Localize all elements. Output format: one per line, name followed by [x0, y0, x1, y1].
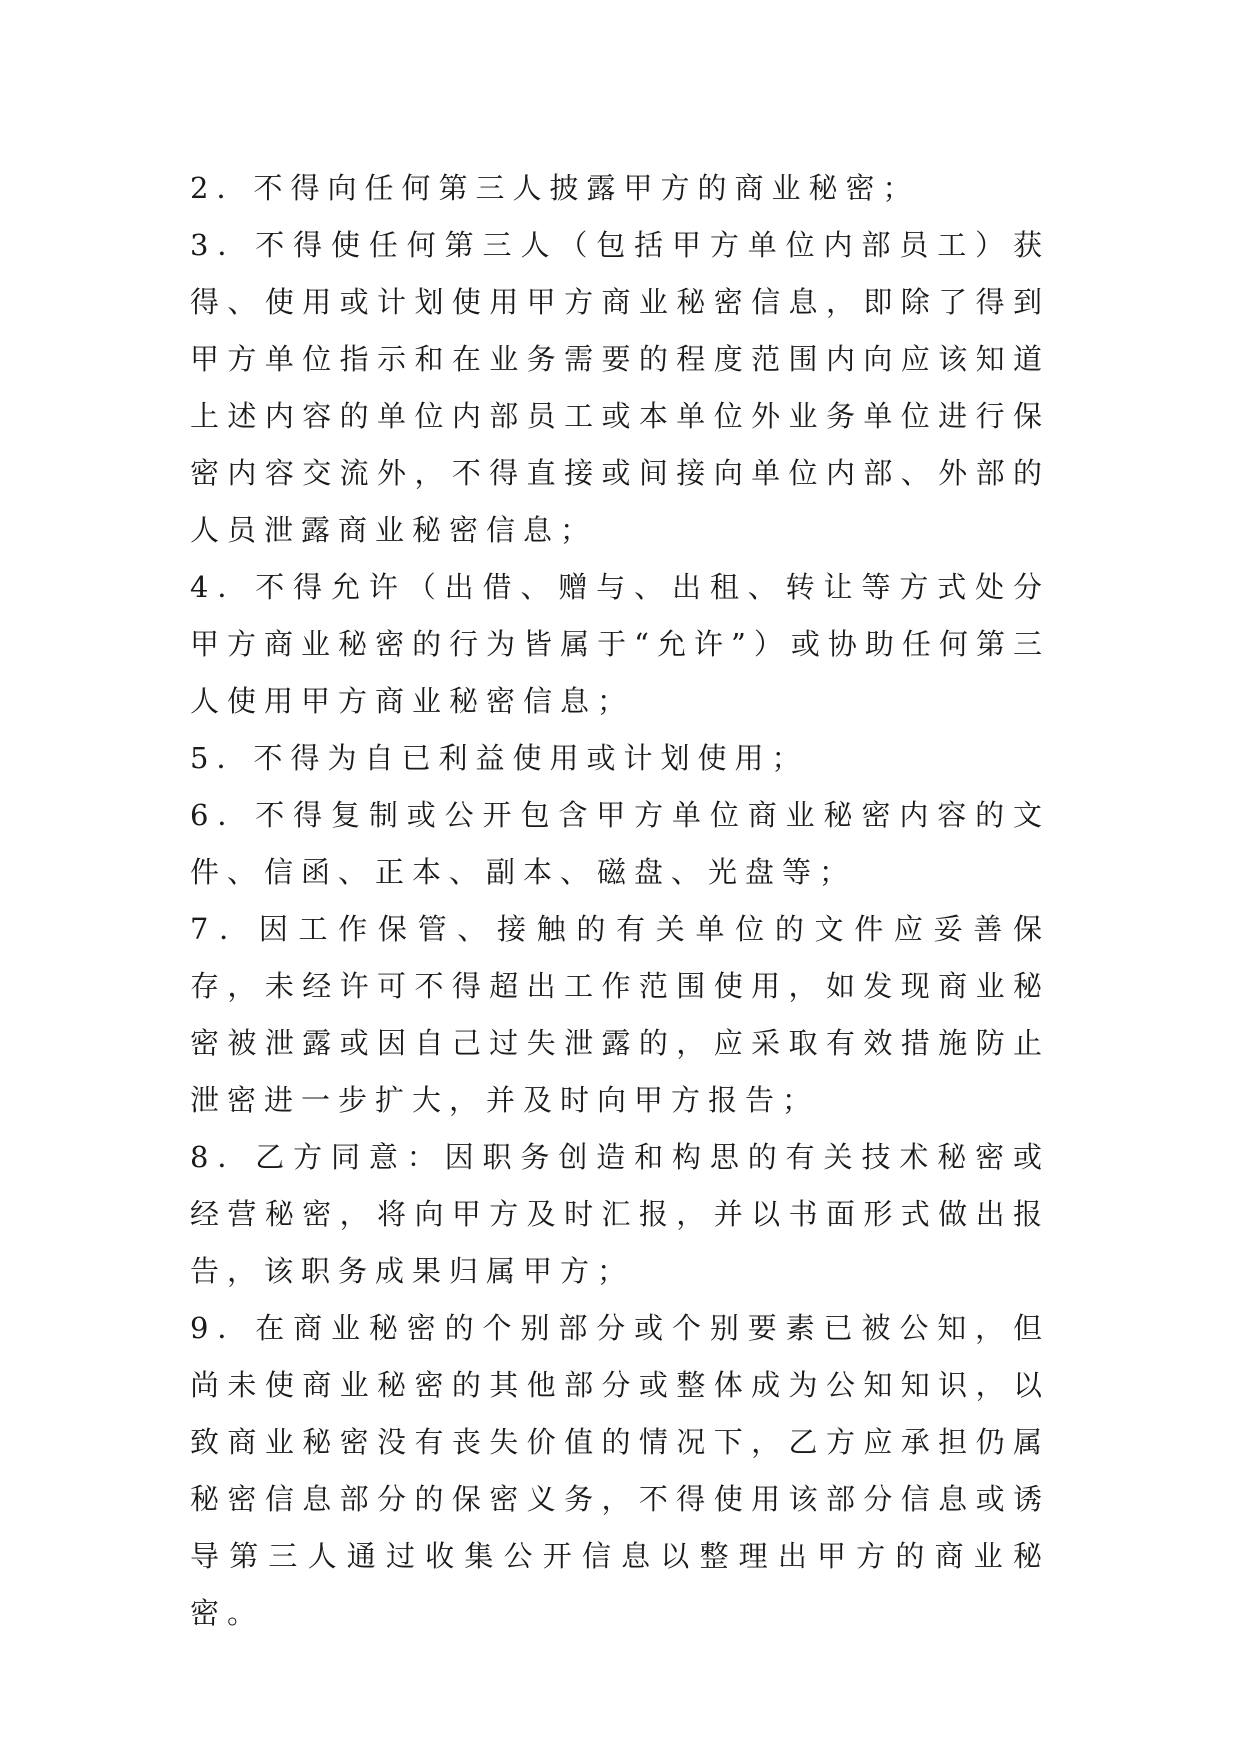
clause-2: 2．不得向任何第三人披露甲方的商业秘密； [190, 171, 920, 205]
clause-5: 5．不得为自已利益使用或计划使用； [190, 741, 809, 775]
document-body [190, 160, 1050, 1642]
clause-7: 7．因工作保管、接触的有关单位的文件应妥善保存，未经许可不得超出工作范围使用，如发现商业秘密被泄露或因自己过失泄露的，应采取有效措施防止泄密进一步扩大，并及时向甲方报告； [190, 912, 1050, 1117]
clause-8: 8．乙方同意：因职务创造和构思的有关技术秘密或经营秘密，将向甲方及时汇报，并以书面形式做出报告，该职务成果归属甲方； [190, 1140, 1050, 1288]
clause-4: 4．不得允许（出借、赠与、出租、转让等方式处分甲方商业秘密的行为皆属于“允许”）或协助任何第三人使用甲方商业秘密信息； [190, 570, 1050, 718]
clause-9: 9．在商业秘密的个别部分或个别要素已被公知，但尚未使商业秘密的其他部分或整体成为公知知识，以致商业秘密没有丧失价值的情况下，乙方应承担仍属秘密信息部分的保密义务，不得使用该部分信息或诱导第三人通过收集公开信息以整理出甲方的商业秘密。 [190, 1311, 1050, 1630]
clause-6: 6．不得复制或公开包含甲方单位商业秘密内容的文件、信函、正本、副本、磁盘、光盘等； [190, 798, 1050, 889]
clause-3: 3．不得使任何第三人（包括甲方单位内部员工）获得、使用或计划使用甲方商业秘密信息，即除了得到甲方单位指示和在业务需要的程度范围内向应该知道上述内容的单位内部员工或本单位外业务单位进行保密内容交流外，不得直接或间接向单位内部、外部的人员泄露商业秘密信息； [190, 228, 1050, 547]
